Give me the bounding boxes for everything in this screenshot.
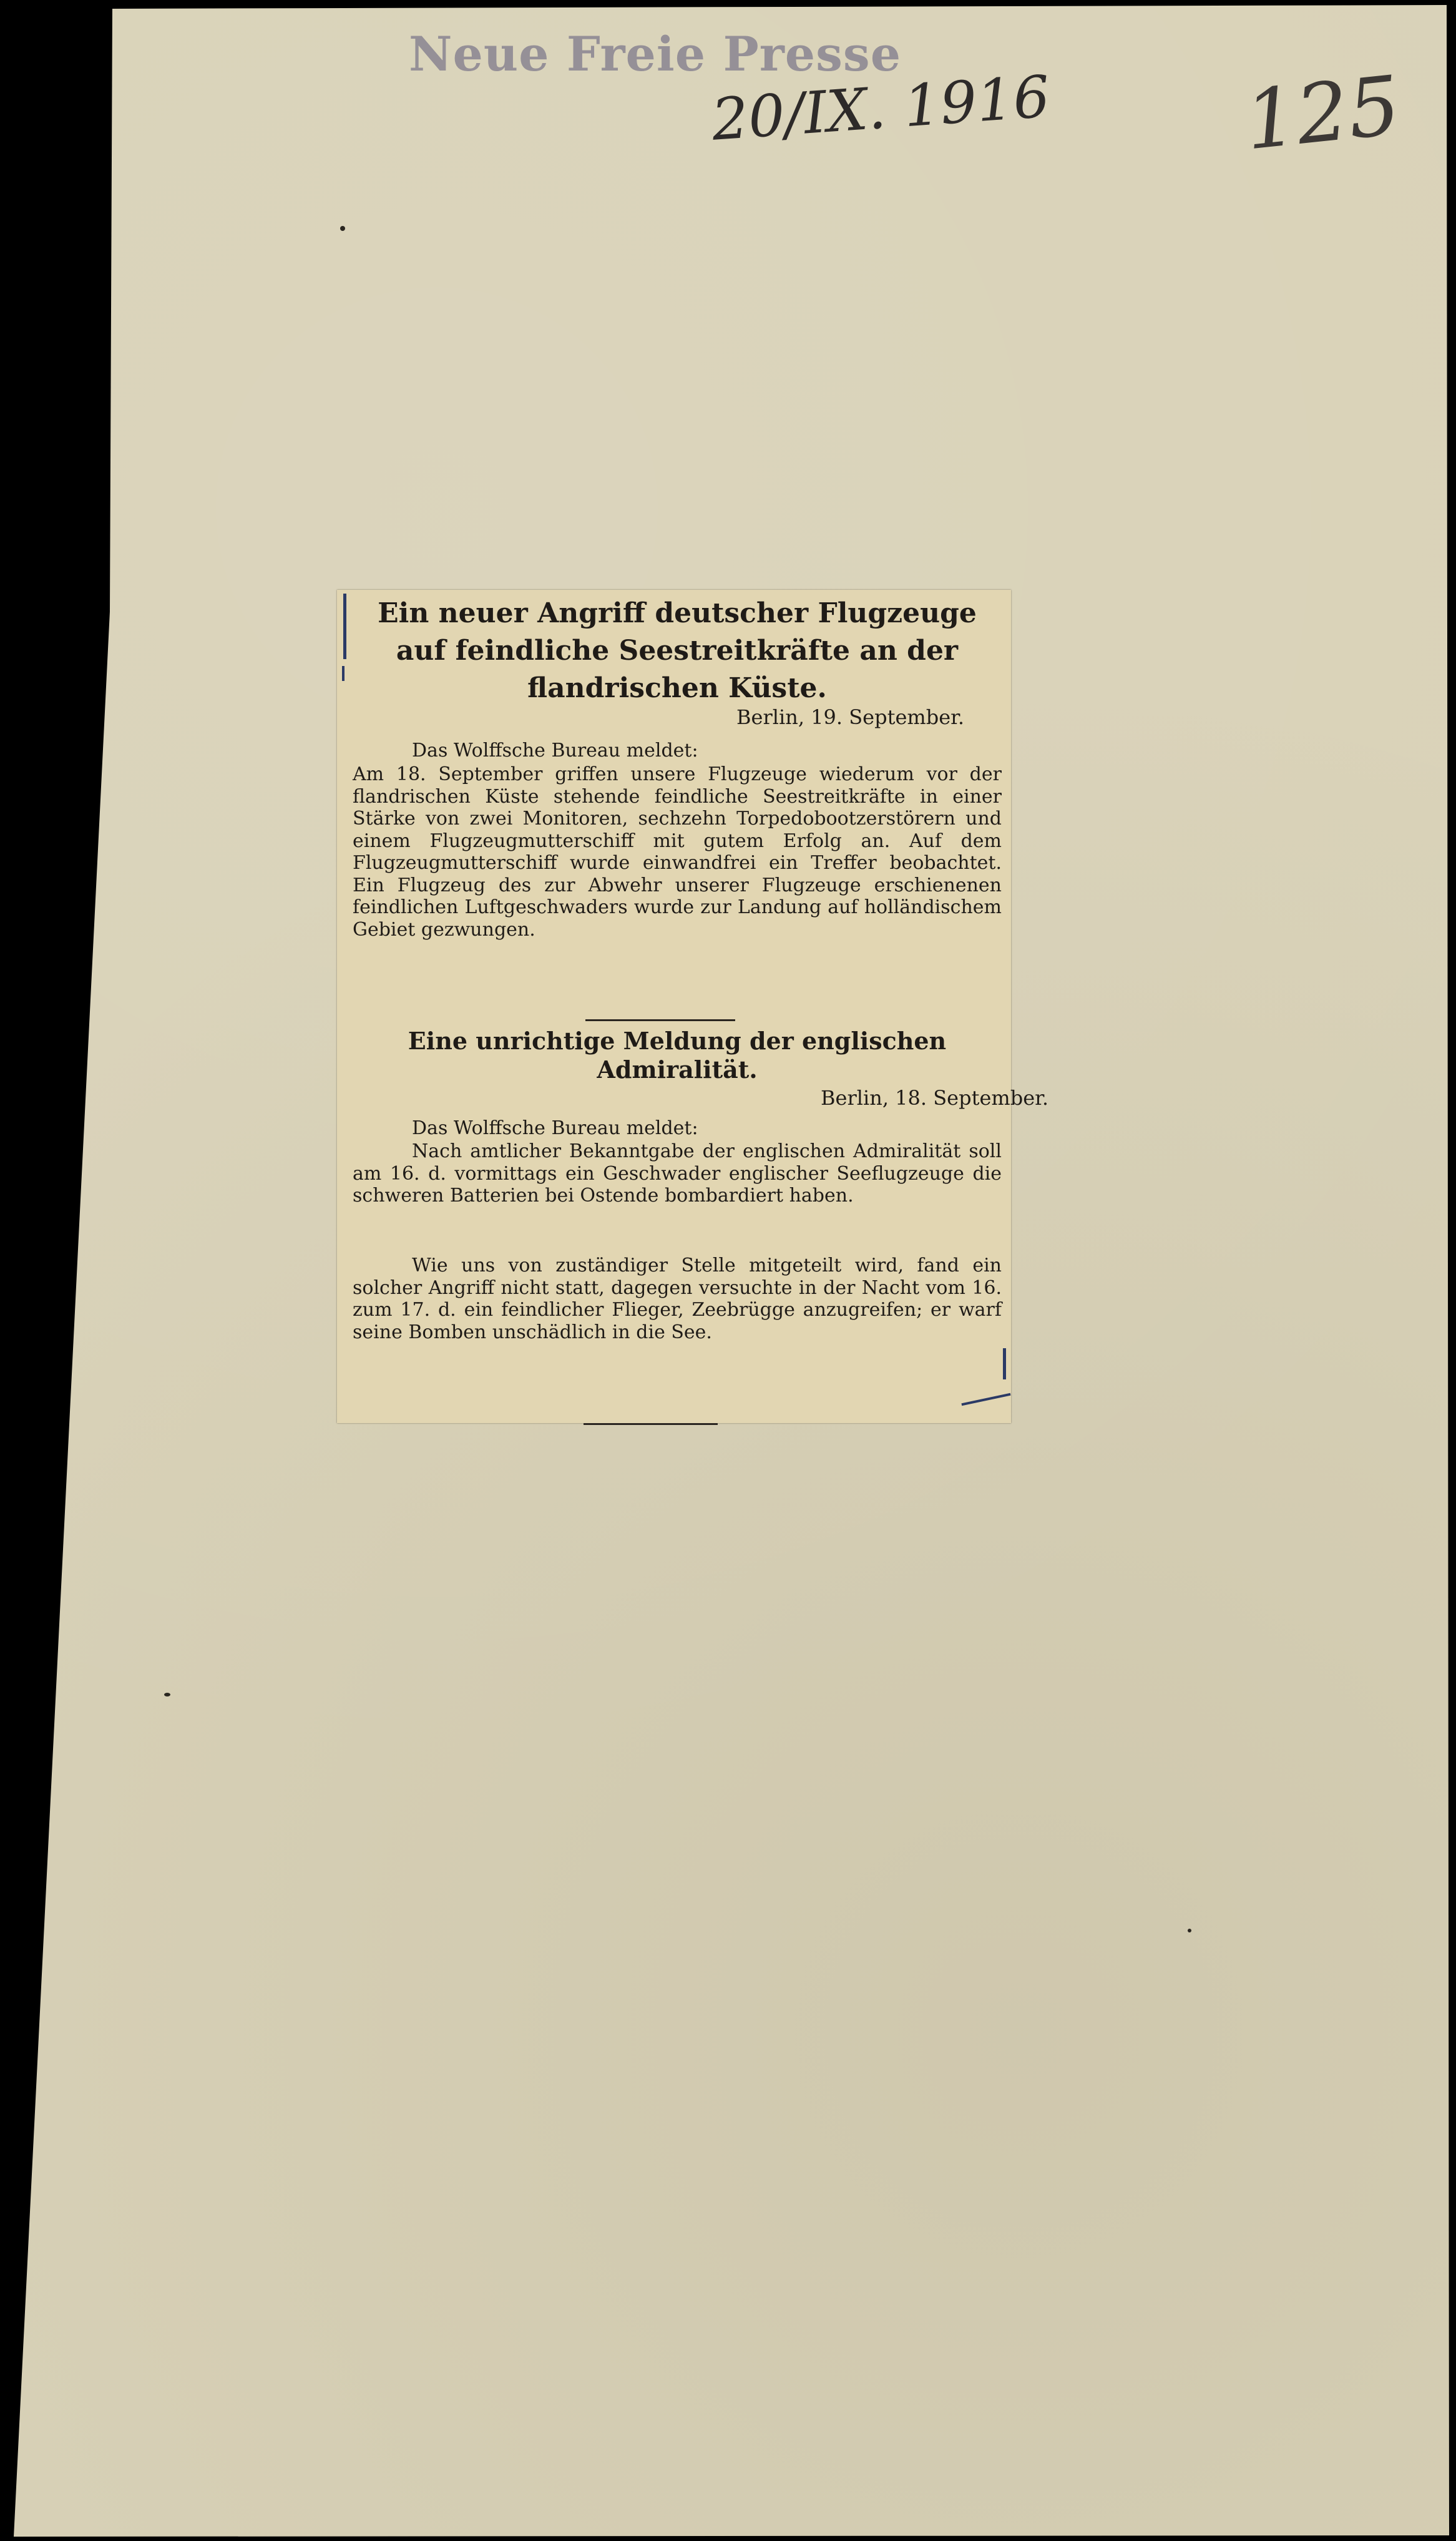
article1-lead: Das Wolffsche Bureau meldet: bbox=[412, 740, 698, 761]
handwritten-folio-number: 125 bbox=[1240, 57, 1405, 169]
article2-body-paragraph-2: Wie uns von zuständiger Stelle mitgeteilt wird, fand ein solcher Angriff nicht statt, dagegen versuchte in der Nacht vom 16. zum 17. d. ein feindlicher Flieger, Zeebrügge anzugreifen; er warf seine Bomben unschädlich in die See. bbox=[353, 1255, 1002, 1343]
pencil-mark bbox=[961, 1393, 1010, 1406]
article1-body: Am 18. September griffen unsere Flugzeuge wiederum vor der flandrischen Küste stehende feindliche Seestreitkräfte in einer Stärke von zwei Monitoren, sechzehn Torpedobootzerstörern und einem Flugzeugmutterschiff mit gutem Erfolg an. Auf dem Flugzeugmutterschiff wurde einwandfrei ein Treffer beobachtet. Ein Flugzeug des zur Abwehr unserer Flugzeuge erschienenen feindlichen Luftgeschwaders wurde zur Landung auf holländischem Gebiet gezwungen. bbox=[353, 763, 1002, 941]
newspaper-stamp: Neue Freie Presse bbox=[409, 26, 902, 82]
paper-speck bbox=[1188, 1929, 1191, 1932]
pencil-mark bbox=[342, 666, 344, 681]
paper-speck bbox=[340, 226, 345, 231]
newspaper-clipping bbox=[337, 590, 1049, 1423]
article2-dateline: Berlin, 18. September. bbox=[821, 1086, 1049, 1110]
article2-lead: Das Wolffsche Bureau meldet: bbox=[412, 1117, 698, 1139]
pencil-mark bbox=[343, 594, 346, 659]
article-separator bbox=[585, 1019, 735, 1021]
article1-dateline: Berlin, 19. September. bbox=[736, 705, 965, 729]
article1-headline: Ein neuer Angriff deutscher Flugzeuge auf feindliche Seestreitkräfte an der flandrischen Küste. bbox=[378, 597, 977, 704]
article2-body-paragraph-1: Nach amtlicher Bekanntgabe der englischen Admiralität soll am 16. d. vormittags ein Geschwader englischer Seeflugzeuge die schweren Batterien bei Ostende bombardiert haben. bbox=[353, 1140, 1002, 1207]
paper-speck bbox=[164, 1693, 170, 1696]
article2-headline: Eine unrichtige Meldung der englischen Admiralität. bbox=[408, 1027, 947, 1084]
handwritten-date: 20/IX. 1916 bbox=[709, 63, 1052, 154]
pencil-mark bbox=[1003, 1348, 1006, 1379]
ink-underline bbox=[584, 1423, 718, 1425]
